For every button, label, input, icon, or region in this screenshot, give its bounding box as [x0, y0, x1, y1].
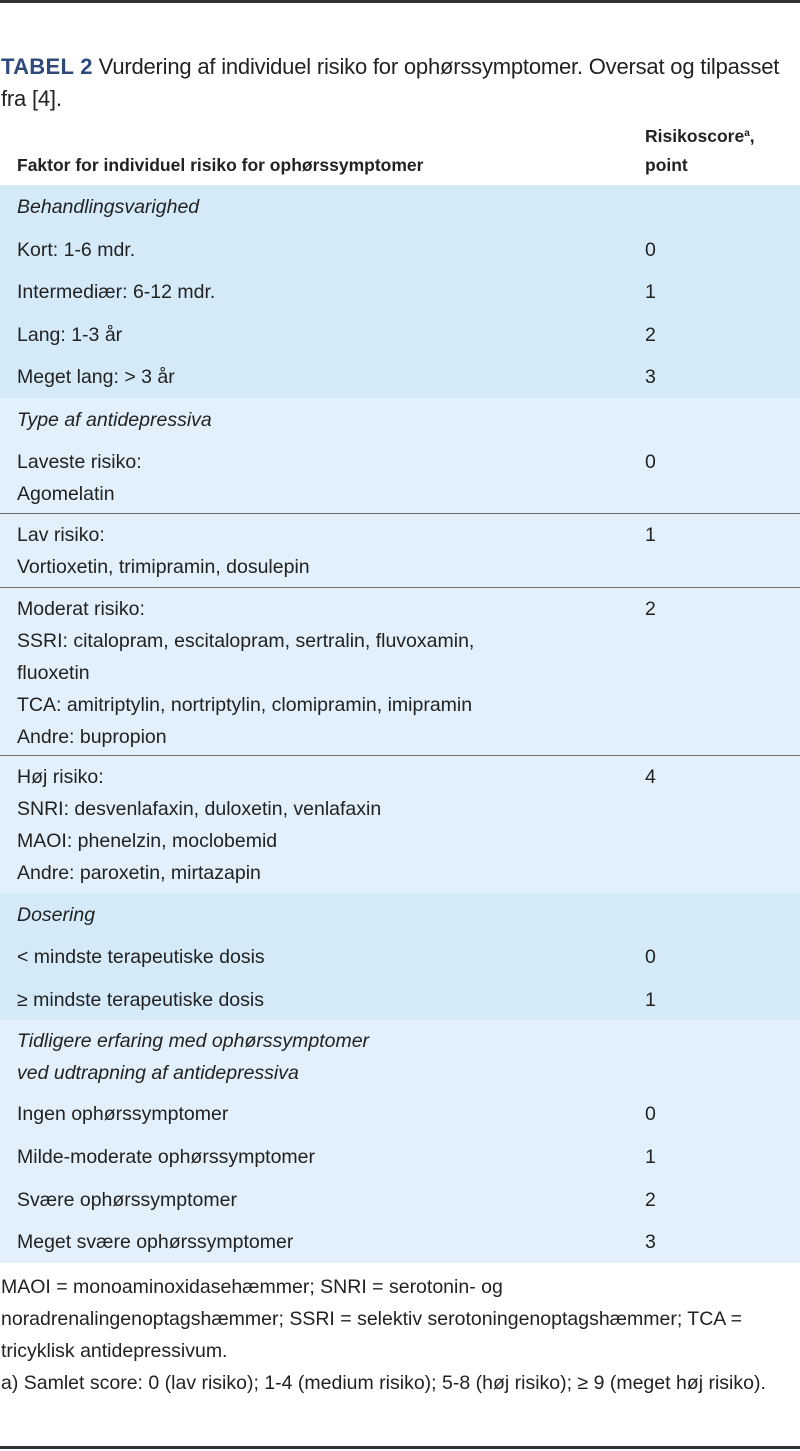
factor-cell: Meget svære ophørssymptomer: [17, 1231, 294, 1254]
score-cell: 0: [645, 946, 656, 969]
top-rule: [0, 0, 800, 3]
factor-cell: ≥ mindste terapeutiske dosis: [17, 988, 264, 1011]
score-cell: 3: [645, 1231, 656, 1254]
table-row: [0, 1135, 800, 1178]
factor-line: TCA: amitriptylin, nortriptylin, clomipramin, imipramin: [17, 693, 473, 716]
factor-cell: [17, 761, 617, 889]
factor-cell: [17, 446, 617, 510]
factor-line: Høj risiko:: [17, 765, 104, 788]
header-score-footnote-marker: a: [744, 128, 750, 139]
section-title: Behandlingsvarighed: [17, 196, 200, 218]
table-row: [0, 1220, 800, 1263]
section-heading: [0, 893, 800, 936]
score-cell: 0: [645, 238, 656, 261]
factor-cell: Intermediær: 6-12 mdr.: [17, 281, 216, 304]
factor-line: Agomelatin: [17, 482, 115, 505]
table-row: [0, 587, 800, 755]
header-score: [645, 122, 755, 180]
section-title-line: Tidligere erfaring med ophørssymptomer: [17, 1030, 370, 1053]
factor-line: SSRI: citalopram, escitalopram, sertralin, fluvoxamin,: [17, 629, 475, 652]
score-cell: 2: [645, 1188, 656, 1211]
factor-line: fluoxetin: [17, 661, 90, 684]
table-row: [0, 935, 800, 978]
section-type-af-antidepressiva: [0, 398, 800, 893]
factor-line: Andre: paroxetin, mirtazapin: [17, 861, 261, 884]
section-heading: [0, 398, 800, 441]
bottom-rule: [0, 1446, 800, 1449]
header-factor: Faktor for individuel risiko for ophørssymptomer: [17, 155, 424, 175]
table-row: [0, 513, 800, 587]
footnote-abbreviations: MAOI = monoaminoxidasehæmmer; SNRI = serotonin- og noradrenalingenoptagshæmmer; SSRI = selektiv serotoningenoptagshæmmer; TCA = tricyklisk antidepressivum.: [1, 1276, 743, 1362]
factor-cell: [17, 593, 617, 753]
section-tidligere-erfaring: [0, 1020, 800, 1262]
table-row: [0, 1178, 800, 1221]
table-header: [0, 118, 800, 185]
table-footnotes: [1, 1271, 791, 1399]
table-row: [0, 441, 800, 513]
table-row: [0, 978, 800, 1021]
score-cell: 1: [645, 1145, 656, 1168]
header-score-label: Risikoscore: [645, 126, 745, 146]
header-score-comma: ,: [749, 126, 755, 146]
header-score-unit: point: [645, 155, 688, 175]
table-row: [0, 313, 800, 356]
table-row: [0, 355, 800, 398]
table-row: [0, 1092, 800, 1135]
factor-line: Laveste risiko:: [17, 450, 142, 473]
score-cell: 0: [645, 450, 656, 473]
factor-line: Vortioxetin, trimipramin, dosulepin: [17, 555, 310, 578]
factor-line: MAOI: phenelzin, moclobemid: [17, 829, 278, 852]
score-cell: 1: [645, 988, 656, 1011]
factor-cell: Kort: 1-6 mdr.: [17, 238, 136, 261]
table-row: [0, 270, 800, 313]
factor-cell: Svære ophørssymptomer: [17, 1188, 237, 1211]
risk-table: [0, 185, 800, 1263]
table-row: [0, 228, 800, 271]
factor-line: Lav risiko:: [17, 523, 105, 546]
factor-cell: Lang: 1-3 år: [17, 323, 123, 346]
score-cell: 2: [645, 323, 656, 346]
table-label: TABEL 2: [1, 54, 93, 79]
section-title: Dosering: [17, 903, 96, 926]
section-dosering: [0, 893, 800, 1021]
score-cell: 0: [645, 1103, 656, 1126]
factor-line: Andre: bupropion: [17, 725, 167, 748]
section-title: [17, 1025, 617, 1089]
section-heading: [0, 1020, 800, 1092]
score-cell: 1: [645, 523, 656, 546]
factor-cell: [17, 519, 617, 583]
footnote-a: a) Samlet score: 0 (lav risiko); 1-4 (medium risiko); 5-8 (høj risiko); ≥ 9 (meget høj risiko).: [1, 1372, 766, 1394]
table-caption: [1, 51, 796, 115]
score-cell: 4: [645, 765, 656, 788]
table-title: Vurdering af individuel risiko for ophørssymptomer. Oversat og tilpasset fra [4].: [1, 54, 780, 111]
section-title-line: ved udtrapning af antidepressiva: [17, 1062, 299, 1085]
factor-cell: Ingen ophørssymptomer: [17, 1103, 229, 1126]
score-cell: 2: [645, 597, 656, 620]
factor-line: Moderat risiko:: [17, 597, 145, 620]
factor-cell: < mindste terapeutiske dosis: [17, 946, 265, 969]
score-cell: 3: [645, 366, 656, 389]
score-cell: 1: [645, 281, 656, 304]
factor-cell: Meget lang: > 3 år: [17, 366, 175, 389]
factor-cell: Milde-moderate ophørssymptomer: [17, 1145, 316, 1168]
section-behandlingsvarighed: [0, 185, 800, 398]
factor-line: SNRI: desvenlafaxin, duloxetin, venlafaxin: [17, 797, 382, 820]
section-title: Type af antidepressiva: [17, 408, 212, 431]
table-row: [0, 755, 800, 893]
section-heading: [0, 185, 800, 228]
